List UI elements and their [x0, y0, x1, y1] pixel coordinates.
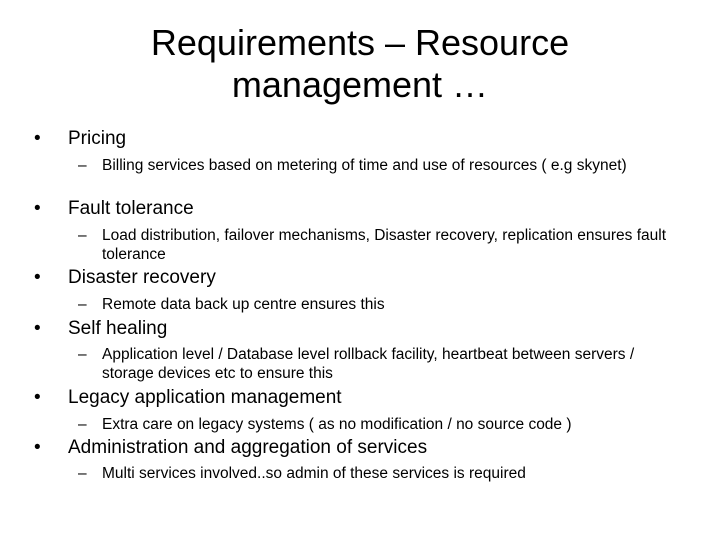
bullet-disaster-recovery: [34, 267, 674, 289]
sub-bullet-text: Extra care on legacy systems ( as no modification / no source code ): [102, 416, 572, 433]
sub-bullet-pricing: [78, 156, 678, 175]
bullet-dot-icon: •: [34, 437, 41, 458]
slide-title-line-2: management …: [231, 64, 489, 105]
bullet-label: Legacy application management: [68, 387, 342, 408]
sub-bullet-text: Billing services based on metering of time and use of resources ( e.g skynet): [102, 157, 627, 174]
sub-bullet-text: Multi services involved..so admin of these services is required: [102, 465, 526, 482]
bullet-label: Fault tolerance: [68, 198, 194, 219]
bullet-dot-icon: •: [34, 198, 41, 219]
bullet-dot-icon: •: [34, 387, 41, 408]
sub-bullet-text: Remote data back up centre ensures this: [102, 296, 385, 313]
bullet-label: Self healing: [68, 318, 168, 339]
dash-icon: –: [78, 227, 87, 244]
bullet-legacy-application-management: [34, 387, 674, 409]
bullet-dot-icon: •: [34, 318, 41, 339]
sub-bullet-text: Load distribution, failover mechanisms, Disaster recovery, replication ensures fault tolerance: [102, 227, 666, 263]
dash-icon: –: [78, 157, 87, 174]
sub-bullet-legacy-application-management: [78, 415, 678, 434]
bullet-self-healing: [34, 318, 674, 340]
sub-bullet-administration-and-aggregation: [78, 464, 678, 483]
dash-icon: –: [78, 346, 87, 363]
bullet-label: Administration and aggregation of services: [68, 437, 428, 458]
bullet-administration-and-aggregation: [34, 437, 674, 459]
slide-title-line-1: Requirements – Resource: [150, 22, 570, 63]
bullet-dot-icon: •: [34, 267, 41, 288]
sub-bullet-text: Application level / Database level rollback facility, heartbeat between servers / storage devices etc to ensure this: [102, 346, 635, 382]
bullet-pricing: [34, 128, 674, 150]
bullet-label: Disaster recovery: [68, 267, 216, 288]
sub-bullet-self-healing: [78, 345, 678, 383]
bullet-fault-tolerance: [34, 198, 674, 220]
dash-icon: –: [78, 465, 87, 482]
dash-icon: –: [78, 416, 87, 433]
sub-bullet-disaster-recovery: [78, 295, 678, 314]
sub-bullet-fault-tolerance: [78, 226, 678, 264]
slide-title: [60, 22, 660, 106]
dash-icon: –: [78, 296, 87, 313]
bullet-dot-icon: •: [34, 128, 41, 149]
bullet-label: Pricing: [68, 128, 127, 149]
